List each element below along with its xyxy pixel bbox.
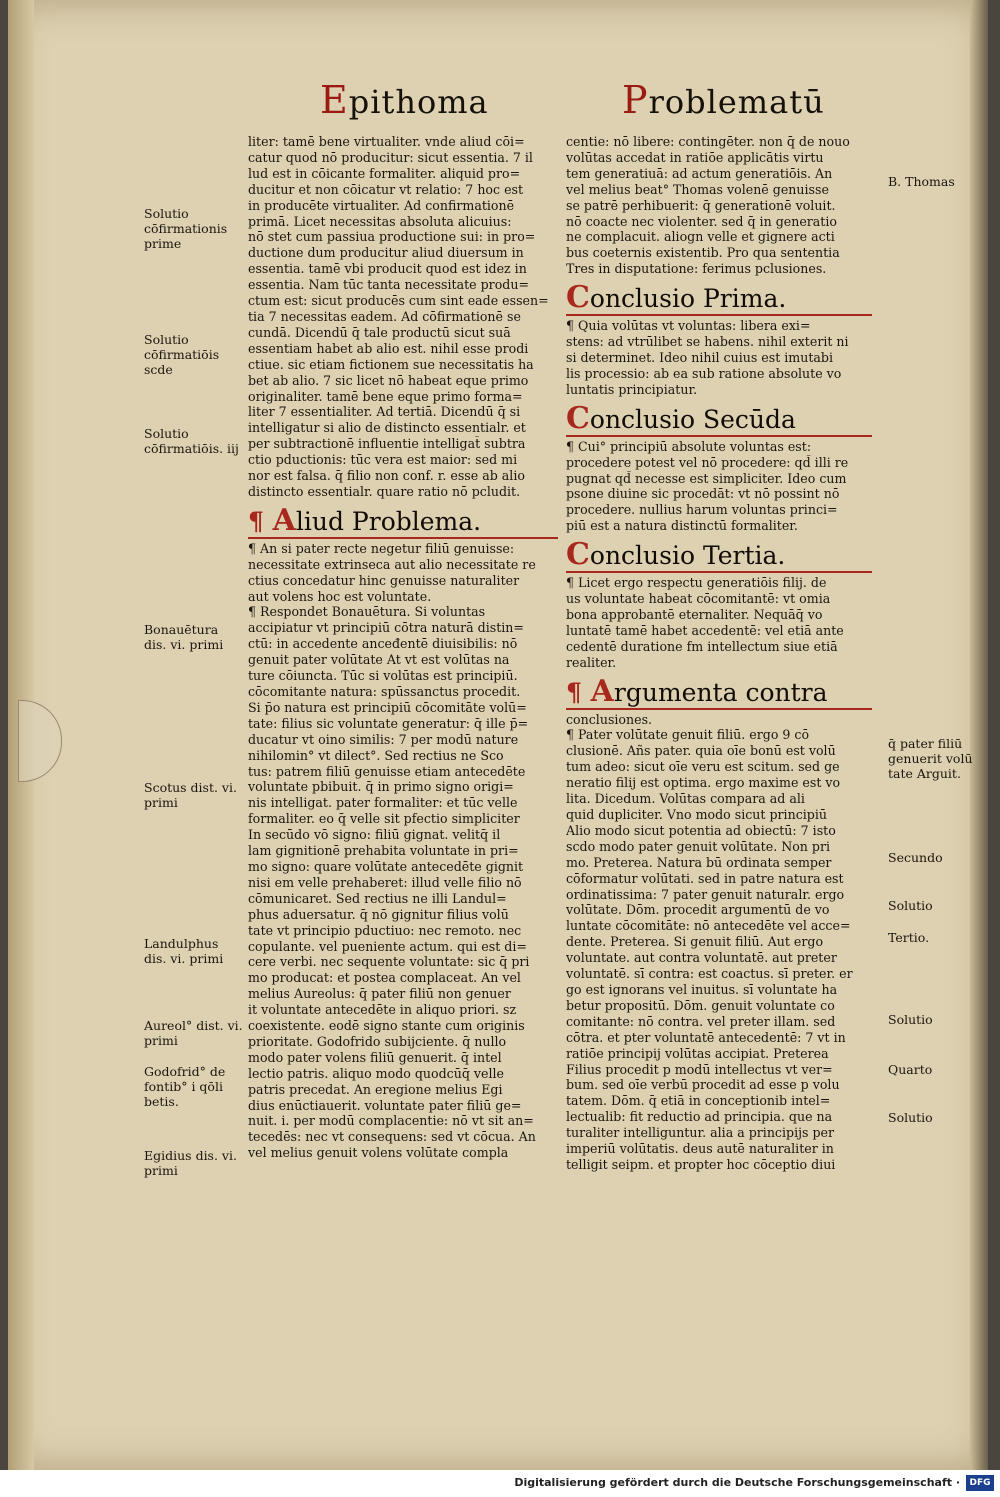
text-line: telligit seipm. et propter hoc cōceptio diui xyxy=(566,1156,836,1172)
page-edge xyxy=(970,0,988,1470)
running-head-left xyxy=(320,78,489,122)
section-heading-argumenta xyxy=(566,673,872,710)
left-text-column xyxy=(248,134,558,1161)
text-line: ctius concedatur hinc genuisse naturaliter xyxy=(248,572,520,588)
text-line: ductione dum producitur aliud diuersum in xyxy=(248,245,524,261)
text-line: ¶ Cui° principiū absolute voluntas est: xyxy=(566,438,812,454)
text-line: bum. sed oīe verbū procedit ad esse p volu xyxy=(566,1077,840,1093)
text-line: ctio pductionis: tūc vera est maior: sed mi xyxy=(248,452,518,468)
right-column-text-e xyxy=(566,712,872,1173)
text-line: nis intelligat. pater formaliter: et tūc velle xyxy=(248,795,518,811)
text-line: quid dupliciter. Vno modo sicut principiū xyxy=(566,807,827,822)
text-line: cōtra. et pter voluntatē antecedentē: 7 vt in xyxy=(566,1029,846,1045)
text-line: psone diuine sic procedāt: vt nō possint nō xyxy=(566,486,840,502)
text-line: melius Aureolus: q̄ pater filiū non genuer xyxy=(248,986,511,1002)
dfg-logo: DFG xyxy=(966,1475,994,1491)
text-line: Si p̄o natura est principiū cōcomitāte volū= xyxy=(248,699,527,715)
heading-initial: C xyxy=(566,400,590,436)
text-line: ctiue. sic etiam fictionem sue necessitatis ha xyxy=(248,356,534,372)
text-line: clusionē. Añs pater. quia oīe bonū est volū xyxy=(566,743,836,759)
margin-note-right: q̄ pater filiū genuerit volū tate Arguit. xyxy=(888,736,973,781)
margin-note-left: Godofrid° de fontib° i qōli betis. xyxy=(144,1064,226,1109)
text-line: prioritate. Godofrido subijciente. q̄ nullo xyxy=(248,1033,507,1049)
running-head-left-text: pithoma xyxy=(348,83,489,121)
margin-note-right: Quarto xyxy=(888,1062,933,1077)
text-line: procedere. nullius harum voluntas princi= xyxy=(566,502,838,518)
text-line: phus aduersatur. q̄ nō gignitur filius volū xyxy=(248,906,509,922)
right-column-text-c xyxy=(566,439,872,534)
text-line: conclusiones. xyxy=(566,711,653,727)
margin-note-right: Solutio xyxy=(888,1012,933,1027)
text-line: cōcomitante natura: spūssanctus procedit. xyxy=(248,684,521,699)
text-line: luntate cōcomitāte: nō antecedēte vel acce= xyxy=(566,918,851,934)
text-line: imperiū volūtatis. deus autē naturaliter in xyxy=(566,1141,834,1157)
text-line: lis processio: ab ea sub ratione absolute vo xyxy=(566,365,842,381)
text-line: ratiōe principij volūtas accipiat. Preterea xyxy=(566,1045,829,1061)
text-line: Alio modo sicut potentia ad obiectū: 7 isto xyxy=(566,822,836,838)
text-line: ¶ Respondet Bonauētura. Si voluntas xyxy=(248,604,486,620)
text-line: bet ab alio. 7 sic licet nō habeat eque primo xyxy=(248,372,529,388)
text-line: tate vt principio pductiuo: nec remoto. nec xyxy=(248,922,522,938)
footer-credit: Digitalisierung gefördert durch die Deutsche Forschungsgemeinschaft · xyxy=(514,1476,960,1489)
text-line: lita. Dicedum. Volūtas compara ad ali xyxy=(566,791,805,807)
text-line: genuit pater volūtate At vt est volūtas na xyxy=(248,652,510,668)
text-line: voluntate. aut contra voluntatē. aut preter xyxy=(566,950,837,966)
left-column-text-a xyxy=(248,134,558,500)
text-line: primā. Licet necessitas absoluta alicuius: xyxy=(248,213,512,229)
heading-initial: A xyxy=(590,673,614,709)
text-line: mo producat: et postea complaceat. An vel xyxy=(248,970,521,986)
text-line: ¶ Quia volūtas vt voluntas: libera exi= xyxy=(566,318,811,334)
text-line: per subtractionē influentie intelligat̄ subtra xyxy=(248,436,526,452)
text-line: lectio patris. aliquo modo quodcūq̄ velle xyxy=(248,1065,504,1081)
text-line: Tres in disputatione: ferimus pclusiones. xyxy=(566,261,827,277)
text-line: piū est a natura distinctū formaliter. xyxy=(566,518,798,534)
text-line: accipiatur vt principiū cōtra naturā distin= xyxy=(248,620,524,636)
text-line: volūtas accedat in ratiōe applicātis virtu xyxy=(566,149,824,165)
text-line: nuit. i. per modū complacentie: nō vt sit an= xyxy=(248,1113,534,1129)
text-line: tem generatiuā: ad actum generatiōis. An xyxy=(566,165,833,181)
book-page xyxy=(8,0,988,1470)
text-line: ducitur et non cōicatur vt relatio: 7 hoc est xyxy=(248,181,524,197)
text-line: necessitate extrinseca aut alio necessitate re xyxy=(248,556,536,572)
text-line: essentiam habet ab alio est. nihil esse prodi xyxy=(248,340,529,356)
text-line: comitante: nō contra. vel preter illam. sed xyxy=(566,1013,836,1029)
margin-note-left: Solutio cōfirmationis prime xyxy=(144,206,228,251)
section-heading-aliud-problema xyxy=(248,502,558,539)
text-line: distincto essentialr. quare ratio nō pcludit. xyxy=(248,483,521,499)
section-heading-conclusio-prima xyxy=(566,280,872,316)
text-line: se patrē perhibuerit: q̄ generationē voluit. xyxy=(566,197,836,213)
text-line: ¶ Pater volūtate genuit filiū. ergo 9 cō xyxy=(566,727,810,743)
margin-note-left: Solutio cōfirmatiōis scde xyxy=(144,332,220,377)
text-line: intelligatur si alio de distincto essentialr. et xyxy=(248,420,526,436)
text-line: copulante. vel pueniente actum. qui est di= xyxy=(248,938,527,954)
text-line: modo pater volens filiū genuerit. q̄ intel xyxy=(248,1049,502,1065)
pilcrow-icon: ¶ xyxy=(566,677,591,707)
text-line: essentia. Nam tūc tanta necessitate produ= xyxy=(248,277,529,293)
text-line: lectualib: fit reductio ad principia. que na xyxy=(566,1109,833,1125)
text-line: ctum est: sicut producēs cum sint eade essen= xyxy=(248,293,549,309)
text-line: ture cōiuncta. Tūc si volūtas est principiū. xyxy=(248,668,518,684)
text-line: tum adeo: sicut oīe veru est scitum. sed ge xyxy=(566,759,840,775)
text-line: tus: patrem filiū genuisse etiam antecedēte xyxy=(248,763,526,779)
text-line: neratio filij est optima. ergo maxime est vo xyxy=(566,775,841,791)
text-line: realiter. xyxy=(566,654,617,670)
heading-initial: C xyxy=(566,537,590,573)
heading-text: liud Problema. xyxy=(295,506,482,536)
left-column-text-b xyxy=(248,541,558,1161)
text-line: ducatur vt oino similis: 7 per modū nature xyxy=(248,731,519,747)
text-line: nisi em velle prehaberet: illud velle filio nō xyxy=(248,874,522,890)
bookmark-ribbon xyxy=(18,700,62,782)
text-line: nihilomin° vt dilect°. Sed rectius ne Sco xyxy=(248,747,504,763)
text-line: it voluntate antecedēte in aliquo priori. sz xyxy=(248,1002,517,1018)
text-line: dius enūctiauerit. voluntate pater filiū ge= xyxy=(248,1097,522,1113)
text-line: tia 7 necessitas eadem. Ad cōfirmationē se xyxy=(248,308,521,324)
text-line: tecedēs: nec vt consequens: sed vt cōcua. An xyxy=(248,1129,536,1145)
text-line: si determinet. Ideo nihil cuius est imutabi xyxy=(566,349,834,365)
text-line: ordinatissima: 7 pater genuit naturalr. ergo xyxy=(566,886,845,902)
running-head-left-initial: E xyxy=(320,78,349,122)
heading-initial: C xyxy=(566,280,590,316)
text-line: turaliter intelliguntur. alia a principijs per xyxy=(566,1125,835,1141)
text-line: centie: nō libere: contingēter. non q̄ de nouo xyxy=(566,134,850,149)
section-heading-conclusio-tertia xyxy=(566,537,872,573)
text-line: essentia. tamē vbi producit quod est idez in xyxy=(248,261,527,277)
text-line: liter: tamē bene virtualiter. vnde aliud cōi= xyxy=(248,134,525,149)
text-line: vel melius beat° Thomas volenē genuisse xyxy=(566,181,829,197)
heading-text: onclusio Prima. xyxy=(589,284,787,314)
text-line: voluntatē. sī contra: est coactus. sī preter. er xyxy=(566,966,853,982)
margin-note-left: Aureol° dist. vi. primi xyxy=(144,1018,243,1048)
right-column-text-a xyxy=(566,134,872,277)
heading-text: rgumenta contra xyxy=(613,677,828,707)
text-line: scdo modo pater genuit volūtate. Non pri xyxy=(566,838,831,854)
text-line: liter 7 essentialiter. Ad tertiā. Dicendū q̄ si xyxy=(248,404,521,420)
margin-note-left: Egidius dis. vi. primi xyxy=(144,1148,237,1178)
text-line: tatem. Dōm. q̄ etiā in conceptionib intel= xyxy=(566,1093,831,1109)
text-line: ne complacuit. aliogn velle et gignere acti xyxy=(566,229,835,245)
text-line: luntatis principiatur. xyxy=(566,381,698,397)
pilcrow-icon: ¶ xyxy=(248,506,273,536)
text-line: nō coacte nec violenter. sed q̄ in generatio xyxy=(566,213,837,229)
text-line: Filius procedit p modū intellectus vt ver= xyxy=(566,1061,833,1077)
margin-note-right: Solutio xyxy=(888,898,933,913)
text-line: catur quod nō producitur: sicut essentia. 7 il xyxy=(248,149,533,165)
text-line: tate: filius sic voluntate generatur: q̄ ille p̄= xyxy=(248,715,529,731)
text-line: bona approbantē eternaliter. Nequāq̄ vo xyxy=(566,606,823,622)
text-line: ¶ Licet ergo respectu generatiōis filij. de xyxy=(566,575,827,591)
running-head-right-initial: P xyxy=(622,78,649,122)
text-line: pugnat qd̄ necesse est simpliciter. Ideo cum xyxy=(566,470,847,486)
margin-note-left: Scotus dist. vi. primi xyxy=(144,780,237,810)
text-line: ctū: in accedente anceđentē diuisibilis: nō xyxy=(248,636,518,652)
margin-note-right: Secundo xyxy=(888,850,943,865)
text-line: in producēte virtualiter. Ad confirmationē xyxy=(248,197,515,213)
margin-note-left: Bonauētura dis. vi. primi xyxy=(144,622,224,652)
text-line: patris precedat. An eregione melius Egi xyxy=(248,1081,503,1097)
text-line: cōmunicaret. Sed rectius ne illi Landul= xyxy=(248,890,507,906)
text-line: vel melius genuit volens volūtate compla xyxy=(248,1145,509,1161)
margin-note-right: Solutio xyxy=(888,1110,933,1125)
text-line: dente. Preterea. Si genuit filiū. Aut ergo xyxy=(566,934,824,950)
section-heading-conclusio-secunda xyxy=(566,400,872,437)
right-column-text-b xyxy=(566,318,872,398)
text-line: us voluntate habeat cōcomitantē: vt omia xyxy=(566,591,831,607)
text-line: In secūdo vō signo: filiū gignat. velitq̄ il xyxy=(248,827,501,843)
text-line: volūtate. Dōm. procedit argumentū de vo xyxy=(566,902,830,918)
text-line: stens: ad vtrūlibet se habens. nihil exterit ni xyxy=(566,334,849,350)
text-line: luntatē tamē habet accedentē: vel etiā ante xyxy=(566,622,844,638)
running-head-right-text: roblematū xyxy=(648,83,825,121)
text-line: nor est falsa. q̄ filio non conf. r. esse ab alio xyxy=(248,468,525,484)
running-head-right xyxy=(622,78,825,122)
heading-text: onclusio Tertia. xyxy=(589,541,786,571)
text-line: procedere potest vel nō procedere: qd̄ illi re xyxy=(566,454,849,470)
text-line: formaliter. eo q̄ velle sit pfectio simpliciter xyxy=(248,811,520,827)
text-line: mo. Preterea. Natura bū ordinata semper xyxy=(566,854,832,870)
margin-note-right: B. Thomas xyxy=(888,174,955,189)
text-line: ¶ An si pater recte negetur filiū genuisse: xyxy=(248,540,515,556)
text-line: aut volens hoc est voluntate. xyxy=(248,588,432,604)
text-line: lud est in cōicante formaliter. aliquid pro= xyxy=(248,165,521,181)
text-line: mo signo: quare volūtate antecedēte gignit xyxy=(248,858,524,874)
right-text-column xyxy=(566,134,872,1173)
margin-note-left: Landulphus dis. vi. primi xyxy=(144,936,224,966)
right-column-text-d xyxy=(566,575,872,670)
margin-note-right: Tertio. xyxy=(888,930,930,945)
text-line: go est ignorans vel inuitus. sī voluntate ha xyxy=(566,981,838,997)
text-line: bus coeternis existentib. Pro qua sententia xyxy=(566,245,840,261)
margin-note-left: Solutio cōfirmatiōis. iij xyxy=(144,426,239,456)
text-line: cōformatur volūtati. sed in patre natura est xyxy=(566,870,844,886)
text-line: coexistente. eodē signo stante cum originis xyxy=(248,1018,525,1034)
text-line: cedentē duratione fm intellectum siue etiā xyxy=(566,638,838,654)
footer-bar xyxy=(0,1470,1000,1497)
text-line: originaliter. tamē bene eque primo forma= xyxy=(248,388,523,404)
text-line: nō stet cum passiua productione sui: in pro= xyxy=(248,229,536,245)
heading-text: onclusio Secūda xyxy=(589,404,796,434)
heading-initial: A xyxy=(272,502,296,538)
text-line: betur propositū. Dōm. genuit voluntate co xyxy=(566,997,835,1013)
text-line: cere verbi. nec sequente voluntate: sic q̄ pri xyxy=(248,954,530,970)
text-line: lam gignitionē prehabita voluntate in pri= xyxy=(248,843,519,859)
text-line: cundā. Dicendū q̄ tale productū sicut suā xyxy=(248,324,511,340)
text-line: voluntate pbibuit. q̄ in primo signo origi= xyxy=(248,779,514,795)
